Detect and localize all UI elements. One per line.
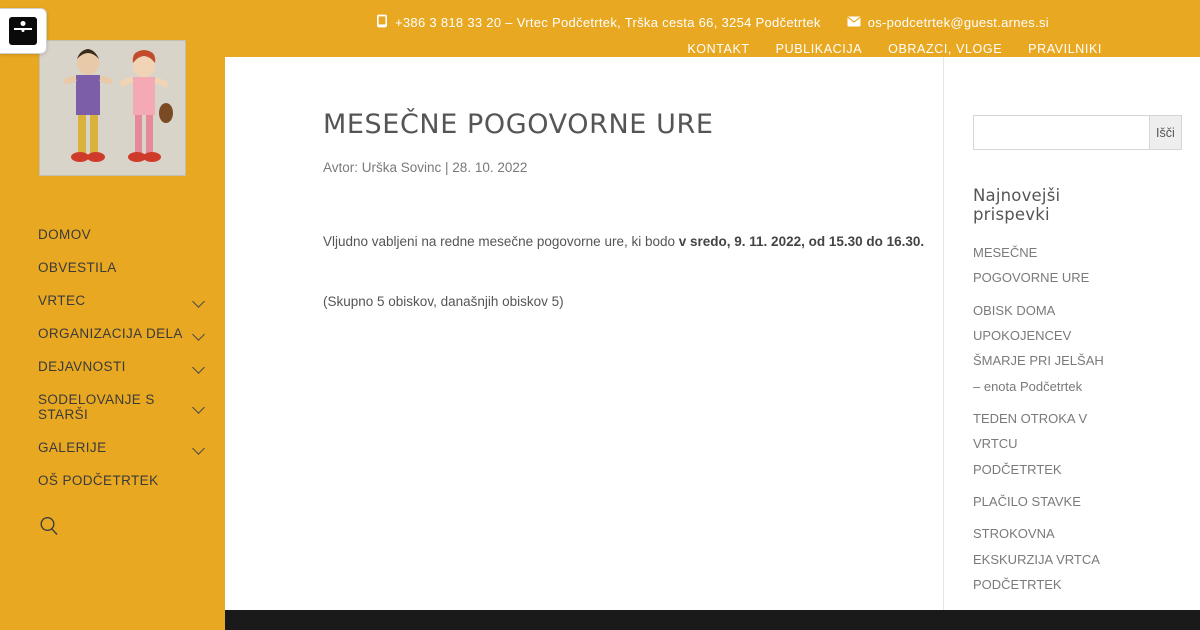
- logo-drawing: [40, 41, 185, 175]
- sidebar-nav: [0, 218, 225, 497]
- accessibility-icon: [9, 17, 37, 45]
- phone-text: +386 3 818 33 20 – Vrtec Podčetrtek, Trška cesta 66, 3254 Podčetrtek: [395, 14, 821, 30]
- sidebar: [0, 0, 225, 630]
- footer: [225, 610, 1200, 630]
- post-body: [323, 231, 943, 254]
- sidebar-item-galerije[interactable]: [0, 431, 225, 464]
- post-meta: Avtor: Urška Sovinc | 28. 10. 2022: [323, 160, 528, 175]
- phone-block: [376, 14, 821, 31]
- list-item[interactable]: OBISK DOMA UPOKOJENCEV ŠMARJE PRI JELŠAH – enota Podčetrtek: [973, 302, 1104, 394]
- chevron-down-icon: [192, 295, 205, 308]
- top-menu-item-kontakt[interactable]: KONTAKT: [687, 41, 750, 56]
- site-logo[interactable]: [39, 40, 186, 176]
- post-body-emphasis: v sredo, 9. 11. 2022, od 15.30 do 16.30.: [678, 234, 925, 249]
- sidebar-item-os-podcetrtek[interactable]: [0, 464, 225, 497]
- sidebar-item-label: VRTEC: [38, 293, 86, 308]
- email-text: os-podcetrtek@guest.arnes.si: [867, 14, 1049, 30]
- sidebar-item-domov[interactable]: [0, 218, 225, 251]
- sidebar-widgets: [973, 115, 1175, 604]
- column-divider: [943, 57, 944, 610]
- phone-icon: [376, 14, 388, 31]
- sidebar-item-obvestila[interactable]: [0, 251, 225, 284]
- sidebar-item-organizacija-dela[interactable]: [0, 317, 225, 350]
- content-area: [225, 57, 1200, 610]
- sidebar-item-label: DEJAVNOSTI: [38, 359, 126, 374]
- chevron-down-icon: [192, 361, 205, 374]
- article: [323, 57, 943, 309]
- accessibility-toolbar-toggle[interactable]: [0, 8, 47, 54]
- sidebar-item-label: SODELOVANJE S STARŠI: [38, 392, 155, 422]
- search-submit-button[interactable]: Išči: [1149, 115, 1182, 150]
- sidebar-item-label: OŠ PODČETRTEK: [38, 473, 159, 488]
- top-menu-item-pravilniki[interactable]: PRAVILNIKI: [1028, 41, 1102, 56]
- sidebar-item-dejavnosti[interactable]: [0, 350, 225, 383]
- list-item[interactable]: MESEČNE POGOVORNE URE: [973, 245, 1090, 286]
- topbar: [225, 0, 1200, 57]
- sidebar-item-label: OBVESTILA: [38, 260, 117, 275]
- envelope-icon: [847, 15, 861, 30]
- list-item[interactable]: PLAČILO STAVKE: [973, 494, 1081, 510]
- chevron-down-icon: [192, 328, 205, 341]
- sidebar-item-label: ORGANIZACIJA DELA: [38, 326, 183, 341]
- email-block[interactable]: [847, 15, 1049, 30]
- recent-posts-list: [973, 240, 1108, 597]
- chevron-down-icon: [192, 442, 205, 455]
- sidebar-item-label: GALERIJE: [38, 440, 107, 455]
- visit-counter: (Skupno 5 obiskov, današnjih obiskov 5): [323, 293, 564, 309]
- list-item[interactable]: STROKOVNA EKSKURZIJA VRTCA PODČETRTEK: [973, 526, 1100, 593]
- sidebar-item-vrtec[interactable]: [0, 284, 225, 317]
- sidebar-item-sodelovanje-s-starsi[interactable]: [0, 383, 225, 431]
- search-icon[interactable]: [38, 515, 60, 537]
- search-input[interactable]: [973, 115, 1149, 150]
- top-menu: [225, 40, 1200, 57]
- topbar-contact-row: [225, 0, 1200, 40]
- page-title: MESEČNE POGOVORNE URE: [323, 109, 714, 140]
- top-menu-item-publikacija[interactable]: PUBLIKACIJA: [775, 41, 863, 56]
- list-item[interactable]: TEDEN OTROKA V VRTCU PODČETRTEK: [973, 411, 1088, 477]
- recent-posts-heading: Najnovejši prispevki: [973, 186, 1061, 224]
- search-widget: [973, 115, 1175, 150]
- search-glyph: [38, 515, 60, 537]
- sidebar-item-label: DOMOV: [38, 227, 92, 242]
- top-menu-item-obrazci-vloge[interactable]: OBRAZCI, VLOGE: [888, 41, 1003, 56]
- post-body-lead: Vljudno vabljeni na redne mesečne pogovorne ure, ki bodo: [323, 234, 679, 249]
